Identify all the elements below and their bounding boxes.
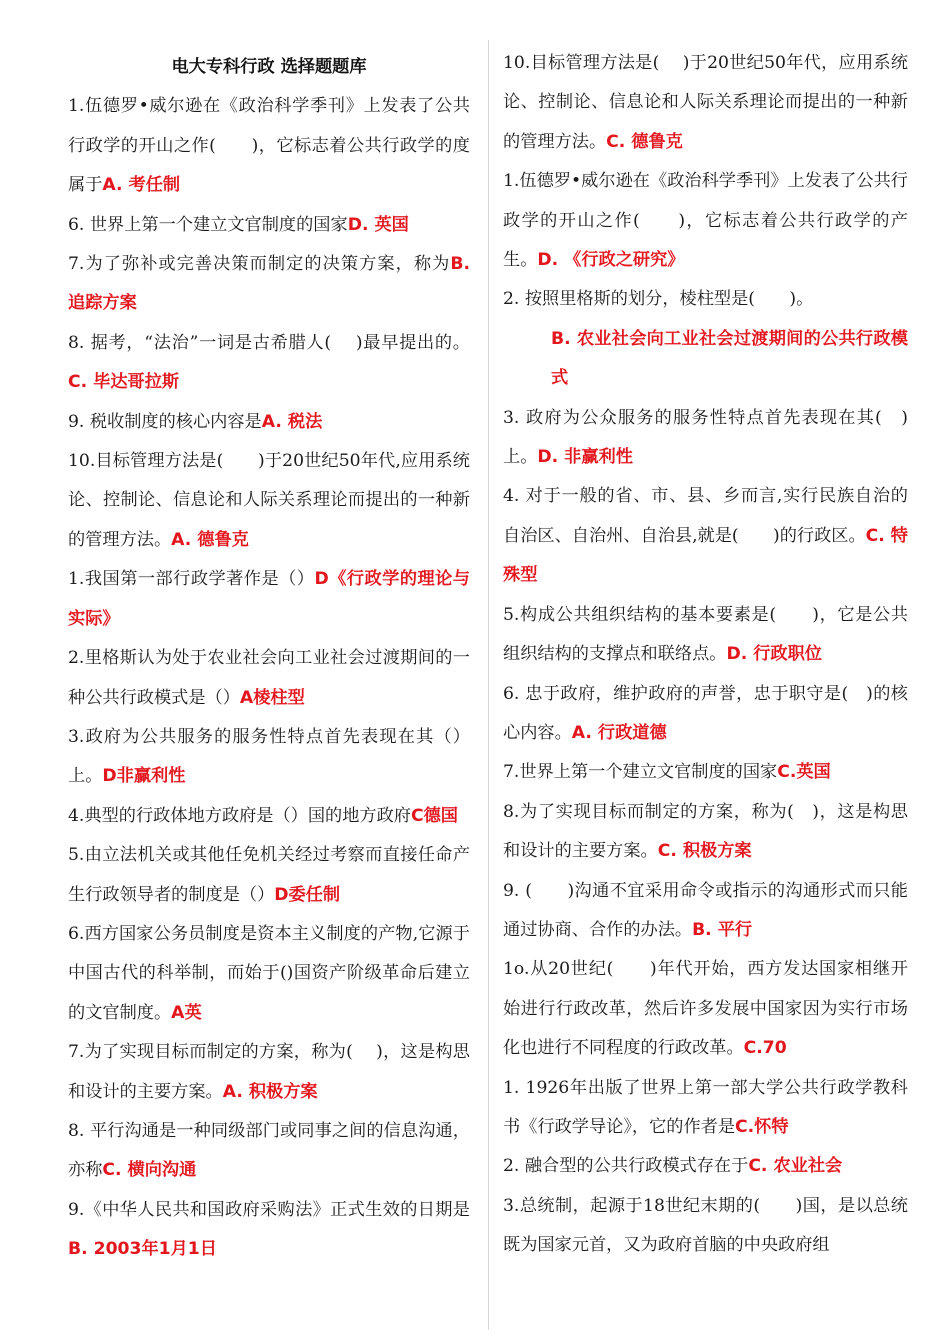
answer-text: C. 特殊型 (503, 525, 908, 586)
answer-text: C. 农业社会 (748, 1156, 843, 1177)
answer-text: A棱柱型 (239, 687, 305, 708)
question-text: 4. 对于一般的省、市、县、乡而言,实行民族自治的自治区、自治州、自治县,就是( )的行政区。 (503, 486, 908, 546)
answer-text: C. 德鲁克 (606, 131, 683, 152)
answer-text: C. 积极方案 (657, 841, 752, 862)
question-item (503, 1069, 908, 1148)
question-item (68, 915, 470, 1033)
question-text: 5.构成公共组织结构的基本要素是( )，它是公共组织结构的支撑点和联络点。 (503, 604, 908, 665)
question-text: 1.伍德罗•威尔逊在《政治科学季刊》上发表了公共行政学的开山之作( )，它标志着公共行政学的度属于 (68, 96, 470, 196)
question-item (68, 560, 470, 639)
question-item (503, 753, 908, 792)
question-item (68, 797, 470, 836)
question-text: 2.里格斯认为处于农业社会向工业社会过渡期间的一种公共行政模式是（） (68, 648, 470, 708)
question-text: 9. 税收制度的核心内容是 (68, 411, 262, 432)
answer-text: C. 毕达哥拉斯 (68, 372, 180, 393)
question-item (503, 793, 908, 872)
answer-text: D. 英国 (347, 214, 409, 235)
question-item (503, 399, 908, 478)
question-item (68, 206, 470, 245)
question-item (68, 403, 470, 442)
question-text: 3. 政府为公众服务的服务性特点首先表现在其( )上。 (503, 407, 908, 468)
answer-text: A. 行政道德 (571, 722, 667, 743)
question-item (68, 718, 470, 797)
question-item (503, 44, 908, 162)
answer-text: C.怀特 (735, 1116, 789, 1137)
answer-text: B. 平行 (692, 919, 753, 940)
question-text: 8. 据考，“法治”一词是古希腊人( )最早提出的。 (68, 332, 470, 353)
answer-text: D. 行政职位 (726, 644, 822, 665)
answer-text: B. 农业社会向工业社会过渡期间的公共行政模式 (551, 328, 908, 389)
question-item (503, 950, 908, 1068)
question-text: 4.典型的行政体地方政府是（）国的地方政府 (68, 805, 411, 826)
question-item (68, 324, 470, 403)
right-question-list (503, 44, 908, 1266)
question-text: 1.我国第一部行政学著作是（） (68, 569, 315, 590)
left-question-list (68, 87, 470, 1269)
question-text: 7.为了实现目标而制定的方案，称为( )，这是构思和设计的主要方案。 (68, 1042, 470, 1102)
question-text: 2. 融合型的公共行政模式存在于 (503, 1156, 749, 1177)
answer-text: D委任制 (274, 884, 341, 905)
question-text: 5.由立法机关或其他任免机关经过考察而直接任命产生行政领导者的制度是（） (68, 845, 470, 905)
question-item (68, 442, 470, 560)
answer-text: B. 追踪方案 (68, 254, 470, 314)
answer-text: A英 (171, 1002, 202, 1023)
document-title: 电大专科行政 选择题题库 (171, 57, 367, 77)
answer-text: A. 积极方案 (222, 1081, 318, 1102)
question-text: 3.政府为公共服务的服务性特点首先表现在其（）上。 (68, 726, 470, 787)
answer-text: C.英国 (777, 762, 831, 783)
question-text: 1. 1926年出版了世界上第一部大学公共行政学教科书《行政学导论》，它的作者是 (503, 1077, 908, 1137)
question-text: 9. ( )沟通不宜采用命令或指示的沟通形式而只能通过协商、合作的办法。 (503, 880, 908, 940)
question-text: 1o.从20世纪( )年代开始，西方发达国家相继开始进行行政改革，然后许多发展中国家因为实行市场化也进行不同程度的行政改革。 (503, 959, 908, 1059)
answer-text: D《行政学的理论与实际》 (68, 569, 470, 629)
question-item (503, 596, 908, 675)
question-text: 10.目标管理方法是( )于20世纪50年代，应用系统论、控制论、信息论和人际关系理论而提出的一种新的管理方法。 (503, 53, 908, 152)
answer-text: D. 《行政之研究》 (537, 250, 685, 271)
right-column (503, 44, 908, 1266)
question-item (503, 477, 908, 595)
question-text: 8. 平行沟通是一种同级部门或同事之间的信息沟通，亦称 (68, 1120, 470, 1181)
question-item (503, 280, 908, 319)
column-divider (488, 40, 489, 1330)
question-item (68, 1033, 470, 1112)
question-item (68, 87, 470, 205)
question-text: 2. 按照里格斯的划分，棱柱型是( )。 (503, 289, 814, 310)
answer-text: B. 2003年1月1日 (68, 1239, 217, 1260)
question-text: 8.为了实现目标而制定的方案，称为( )，这是构思和设计的主要方案。 (503, 801, 908, 862)
question-item (503, 320, 908, 399)
question-item (503, 1147, 908, 1186)
question-text: 1.伍德罗•威尔逊在《政治科学季刊》上发表了公共行政学的开山之作( )，它标志着公共行政学的产生。 (503, 171, 908, 271)
question-item (68, 1191, 470, 1270)
question-item (503, 872, 908, 951)
answer-text: D非赢利性 (102, 766, 186, 787)
question-text: 6. 忠于政府，维护政府的声誉，忠于职守是( )的核心内容。 (503, 683, 908, 743)
question-item (503, 1187, 908, 1266)
question-text: 10.目标管理方法是( )于20世纪50年代,应用系统论、控制论、信息论和人际关系理论而提出的一种新的管理方法。 (68, 451, 470, 550)
answer-text: D. 非赢利性 (537, 447, 633, 468)
question-text: 6. 世界上第一个建立文官制度的国家 (68, 214, 348, 235)
answer-text: A. 考任制 (102, 175, 181, 196)
answer-text: A. 税法 (261, 411, 323, 432)
left-column (68, 48, 470, 1270)
answer-text: C. 横向沟通 (102, 1160, 197, 1181)
question-item (68, 245, 470, 324)
question-text: 9.《中华人民共和国政府采购法》正式生效的日期是 (68, 1199, 470, 1220)
question-text: 6.西方国家公务员制度是资本主义制度的产物,它源于中国古代的科举制，而始于()国资产阶级革命后建立的文官制度。 (68, 923, 470, 1023)
question-item (68, 1112, 470, 1191)
answer-text: C.70 (743, 1038, 787, 1059)
question-item (503, 675, 908, 754)
question-item (503, 162, 908, 280)
question-item (68, 639, 470, 718)
answer-text: A. 德鲁克 (171, 529, 249, 550)
question-item (68, 836, 470, 915)
question-text: 7.为了弥补或完善决策而制定的决策方案，称为 (68, 254, 451, 275)
answer-text: C德国 (410, 805, 458, 826)
question-text: 3.总统制，起源于18世纪末期的( )国，是以总统既为国家元首，又为政府首脑的中央政府组 (503, 1195, 908, 1256)
question-text: 7.世界上第一个建立文官制度的国家 (503, 762, 778, 783)
